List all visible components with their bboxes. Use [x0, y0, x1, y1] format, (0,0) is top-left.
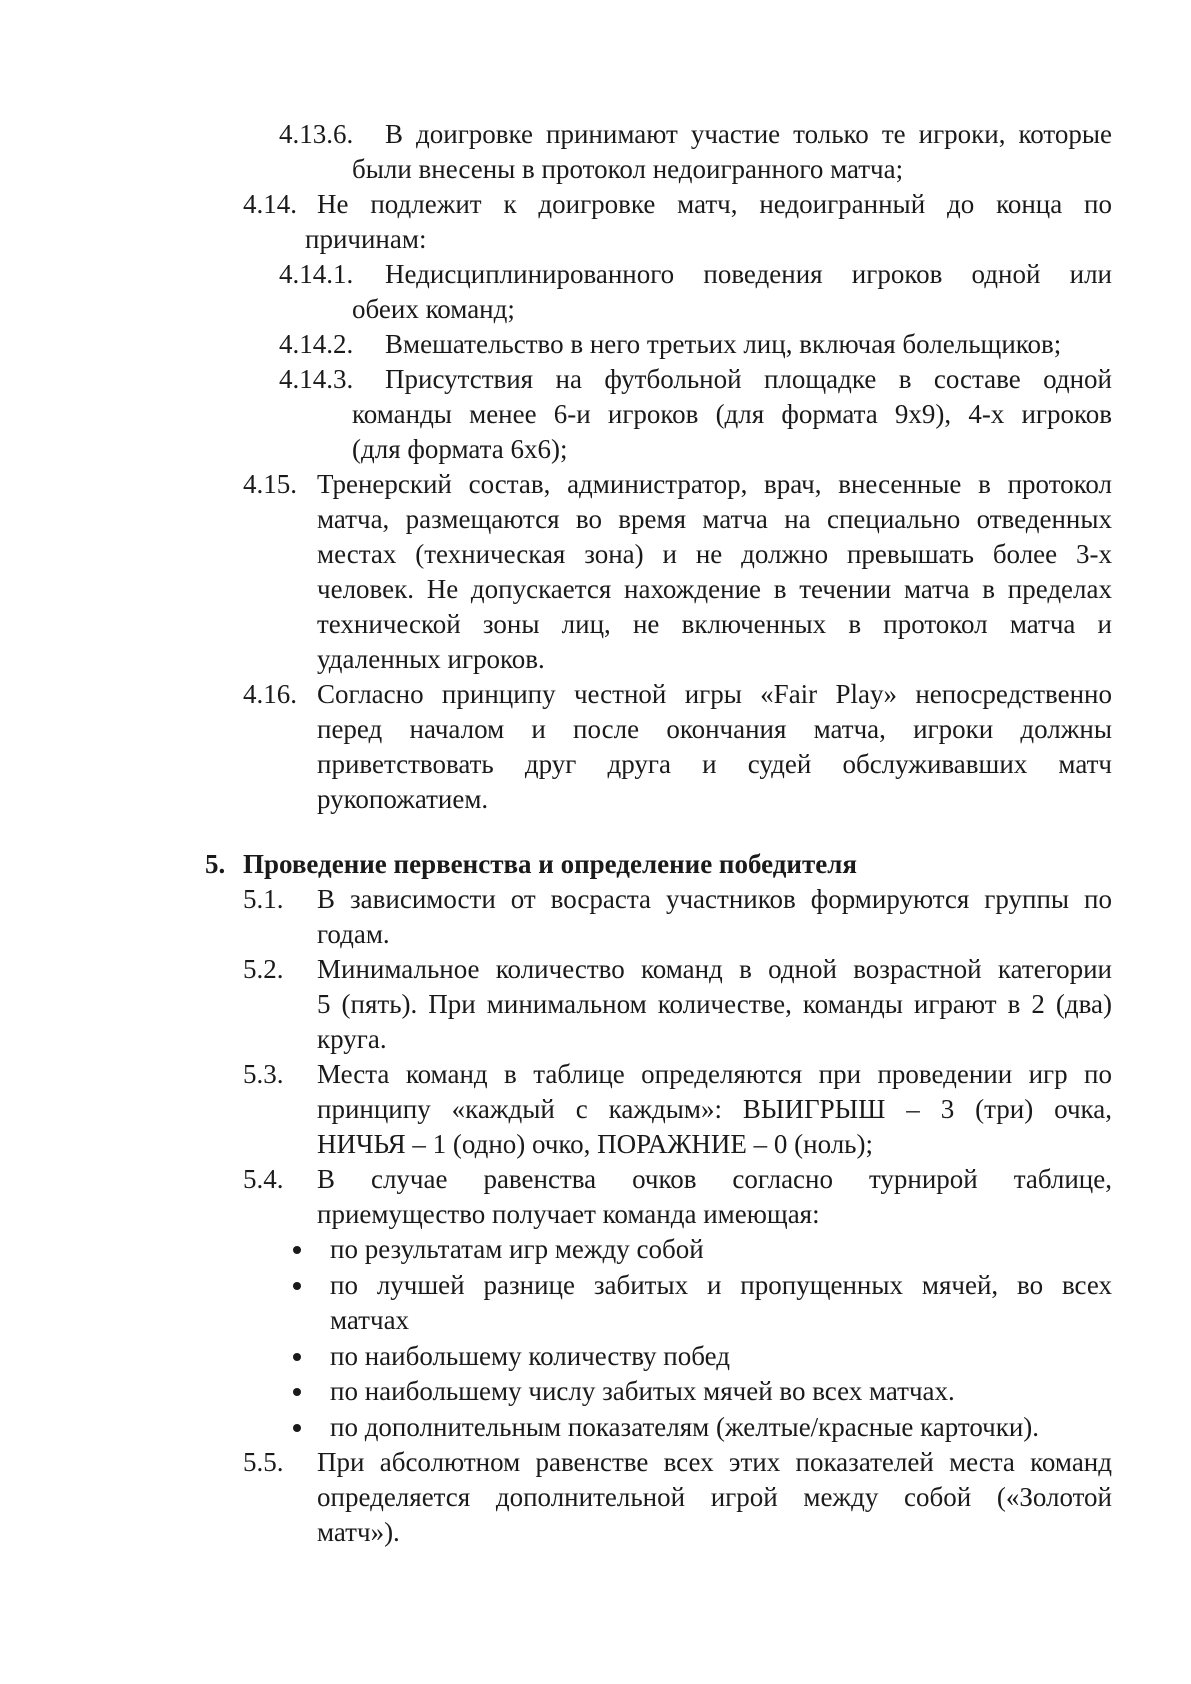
text-line: человек. Не допускается нахождение в течении матча в пределах [317, 574, 1112, 604]
text-line: приемущество получает команда имеющая: [317, 1199, 820, 1229]
clause-number: 5.1. [243, 884, 284, 914]
text-line: по дополнительным показателям (желтые/красные карточки). [330, 1412, 1040, 1442]
list-item-text [330, 1374, 1112, 1409]
text-line: При абсолютном равенстве всех этих показателей места команд [317, 1447, 1112, 1477]
clause-text-continued [352, 152, 1112, 187]
text-line: перед началом и после окончания матча, игроки должны [317, 714, 1112, 744]
bullet-icon [293, 1388, 301, 1396]
bullet-icon [293, 1353, 301, 1361]
text-line: матчах [330, 1305, 410, 1335]
clause-text [317, 187, 1112, 222]
bullet-icon [293, 1282, 301, 1290]
text-line: по лучшей разнице забитых и пропущенных мячей, во всех [330, 1270, 1112, 1300]
text-line: определяется дополнительной игрой между собой («Золотой [317, 1482, 1112, 1512]
text-line: по результатам игр между собой [330, 1234, 704, 1264]
text-line: Присутствия на футбольной площадке в составе одной [385, 364, 1112, 394]
bullet-icon [293, 1246, 301, 1254]
list-item-text [330, 1410, 1112, 1445]
text-line: В доигровке принимают участие только те игроки, которые [385, 119, 1112, 149]
clause-number: 5.3. [243, 1059, 284, 1089]
clause-text [385, 362, 1112, 397]
clause-number: 4.14.1. [279, 259, 354, 289]
text-line: местах (техническая зона) и не должно превышать более 3-х [317, 539, 1112, 569]
text-line: Согласно принципу честной игры «Fair Play» непосредственно [317, 679, 1112, 709]
clause-number: 4.14.2. [279, 329, 354, 359]
clause-text [385, 327, 1112, 362]
section-heading [205, 847, 857, 882]
text-line: были внесены в протокол недоигранного матча; [352, 154, 904, 184]
bullet-icon [293, 1424, 301, 1432]
clause-text [317, 467, 1112, 677]
text-line: матча, размещаются во время матча на специально отведенных [317, 504, 1112, 534]
clause-number: 4.14.3. [279, 364, 354, 394]
clause-text [317, 952, 1112, 1057]
clause-text [317, 1162, 1112, 1232]
text-line: В случае равенства очков согласно турнирой таблице, [317, 1164, 1112, 1194]
text-line: (для формата 6х6); [352, 434, 568, 464]
text-line: команды менее 6-и игроков (для формата 9х9), 4-х игроков [352, 399, 1112, 429]
clause-text-continued [305, 222, 1112, 257]
list-item-text [330, 1268, 1112, 1338]
clause-text [317, 1445, 1112, 1550]
text-line: рукопожатием. [317, 784, 489, 814]
text-line: Тренерский состав, администратор, врач, внесенные в протокол [317, 469, 1112, 499]
clause-text-continued [352, 397, 1112, 467]
list-item-text [330, 1339, 1112, 1374]
section-number: 5. [205, 849, 226, 879]
text-line: Места команд в таблице определяются при проведении игр по [317, 1059, 1112, 1089]
text-line: обеих команд; [352, 294, 515, 324]
text-line: удаленных игроков. [317, 644, 545, 674]
text-line: Вмешательство в него третьих лиц, включая болельщиков; [385, 329, 1062, 359]
clause-text [385, 257, 1112, 292]
clause-number: 4.15. [243, 469, 297, 499]
clause-number: 5.4. [243, 1164, 284, 1194]
clause-number: 4.13.6. [279, 119, 354, 149]
text-line: приветствовать друг друга и судей обслуживавших матч [317, 749, 1112, 779]
list-item-text [330, 1232, 1112, 1267]
clause-text [385, 117, 1112, 152]
clause-number: 5.2. [243, 954, 284, 984]
clause-number: 5.5. [243, 1447, 284, 1477]
clause-text [317, 882, 1112, 952]
section-title: Проведение первенства и определение победителя [243, 849, 857, 879]
text-line: годам. [317, 919, 390, 949]
clause-text-continued [352, 292, 1112, 327]
clause-number: 4.14. [243, 189, 297, 219]
text-line: 5 (пять). При минимальном количестве, команды играют в 2 (два) [317, 989, 1112, 1019]
clause-text [317, 677, 1112, 817]
text-line: В зависимости от восраста участников формируются группы по [317, 884, 1112, 914]
text-line: по наибольшему числу забитых мячей во всех матчах. [330, 1376, 955, 1406]
clause-number: 4.16. [243, 679, 297, 709]
text-line: технической зоны лиц, не включенных в протокол матча и [317, 609, 1112, 639]
text-line: по наибольшему количеству побед [330, 1341, 730, 1371]
text-line: Не подлежит к доигровке матч, недоигранный до конца по [317, 189, 1112, 219]
text-line: НИЧЬЯ – 1 (одно) очко, ПОРАЖНИЕ – 0 (ноль); [317, 1129, 873, 1159]
text-line: круга. [317, 1024, 387, 1054]
clause-text [317, 1057, 1112, 1162]
text-line: причинам: [305, 224, 427, 254]
text-line: Минимальное количество команд в одной возрастной категории [317, 954, 1112, 984]
text-line: Недисциплинированного поведения игроков одной или [385, 259, 1112, 289]
text-line: матч»). [317, 1517, 400, 1547]
text-line: принципу «каждый с каждым»: ВЫИГРЫШ – 3 (три) очка, [317, 1094, 1112, 1124]
